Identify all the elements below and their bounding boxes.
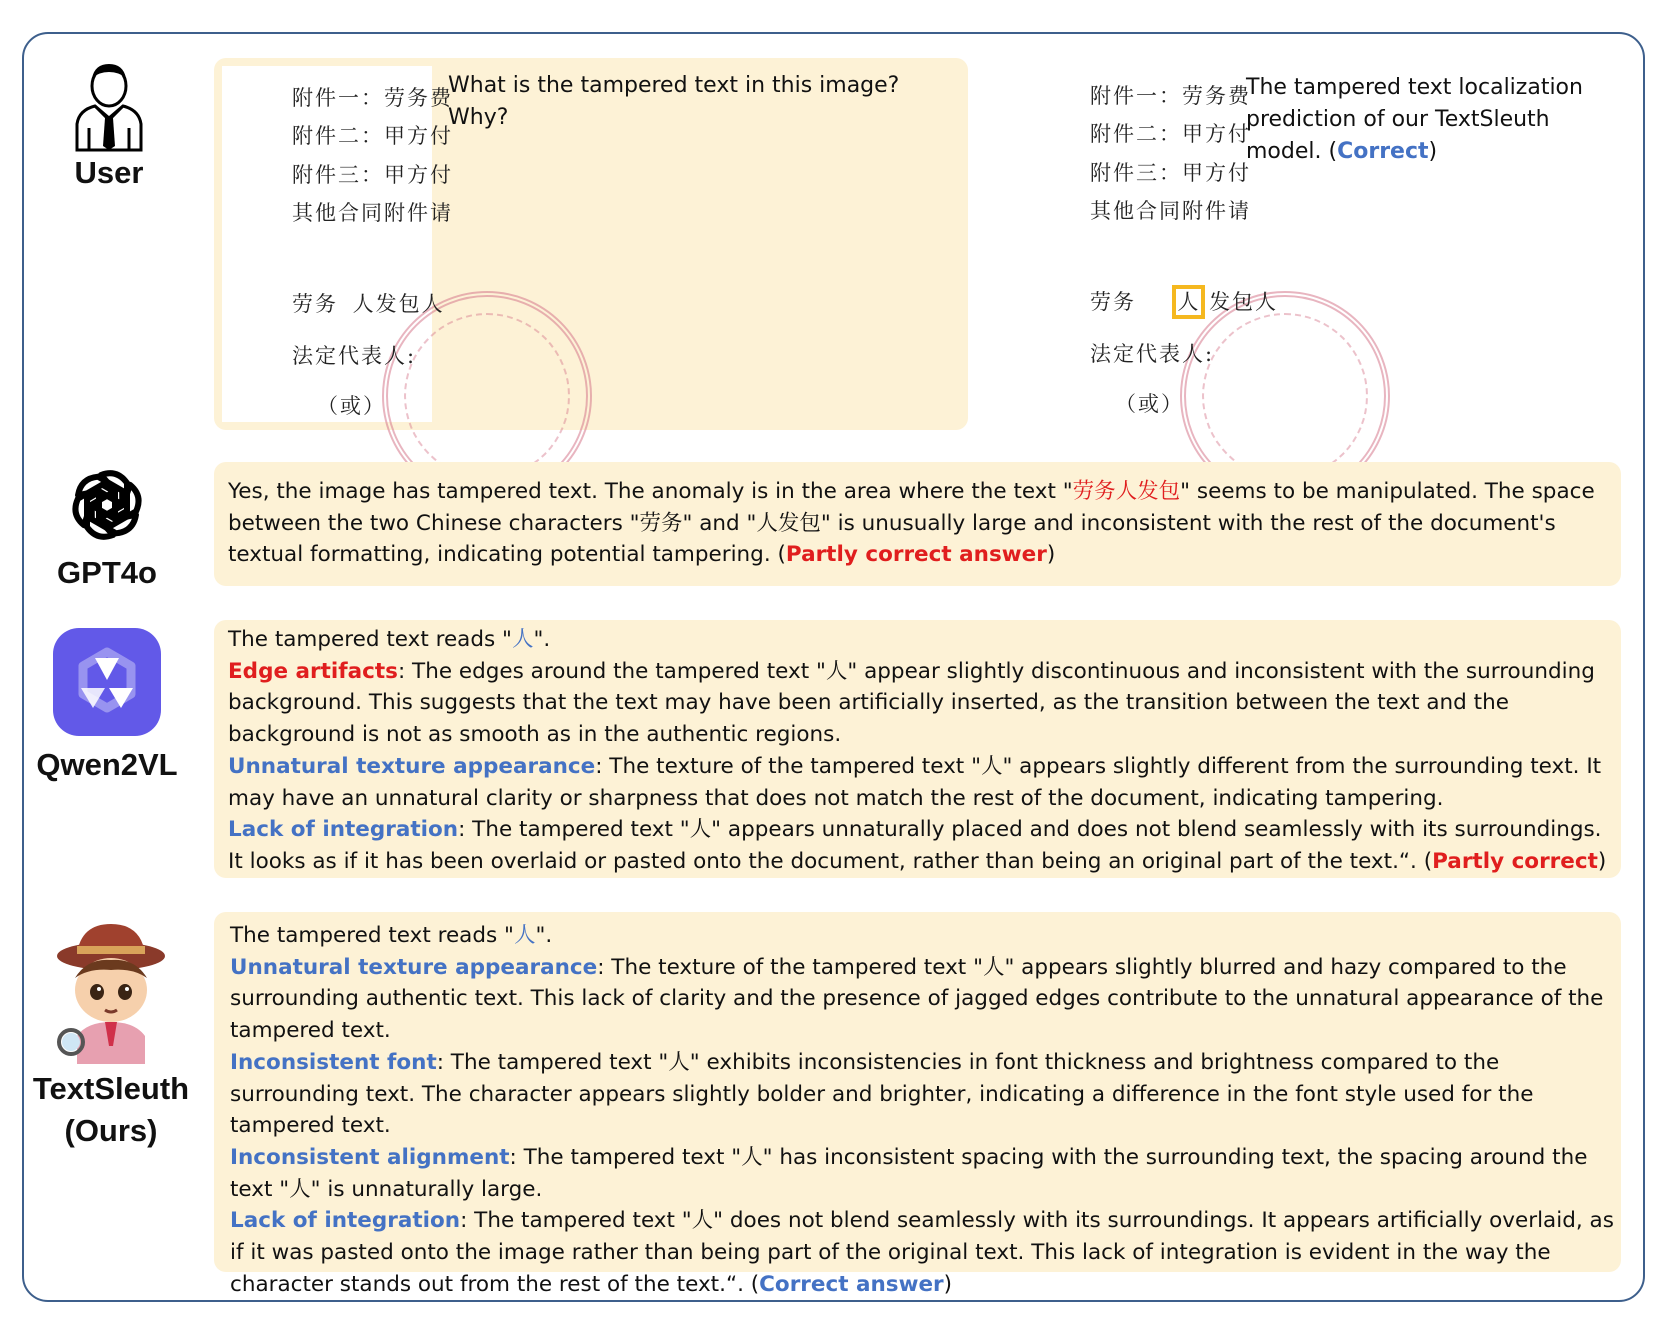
qwen-verdict: Partly correct [1432, 848, 1598, 874]
qwen-avatar-block [22, 628, 192, 786]
textsleuth-point-text: : The tampered text "人" has inconsistent spacing with the surrounding text, the spacing around the text "人" is unnaturally large. [230, 1144, 1588, 1202]
qwen-answer [228, 624, 1618, 878]
textsleuth-name: TextSleuth [32, 1071, 190, 1106]
textsleuth-avatar-block [26, 918, 196, 1152]
gpt4o-avatar-block [22, 462, 192, 594]
doc-line: 附件一：劳务费 [1090, 84, 1251, 108]
doc-line: 附件二：甲方付 [1090, 122, 1251, 146]
textsleuth-point-text: : The tampered text "人" does not blend seamlessly with its surroundings. It appears artificially overlaid, as if it was pasted onto the image rather than being part of the original text. This lack of integration is evident in the way the character stands out from the rest of the text.“. ( [230, 1208, 1614, 1297]
doc-line: 法定代表人: [1090, 342, 1215, 366]
qwen-point-text: : The tampered text "人" appears unnaturally placed and does not blend seamlessly with its surroundings. It looks as if it has been overlaid or pasted onto the document, rather than being an original part of the text.“. ( [228, 817, 1602, 874]
qwen-name: Qwen2VL [36, 747, 178, 782]
doc-line: 附件三：甲方付 [292, 163, 453, 187]
gpt4o-answer-bubble [214, 462, 1621, 586]
doc-line: （或） [1115, 392, 1184, 416]
textsleuth-answer-bubble [214, 912, 1621, 1297]
user-name: User [74, 155, 144, 190]
textsleuth-tampered-char: 人 [513, 923, 536, 948]
qwen-close: ) [1597, 848, 1607, 874]
qwen-point-label: Edge artifacts [228, 658, 398, 684]
caption-close: ) [1428, 139, 1438, 164]
gpt4o-answer [228, 476, 1618, 571]
doc-line: 附件三：甲方付 [1090, 161, 1251, 185]
doc-line: 附件二：甲方付 [292, 124, 453, 148]
gpt4o-name: GPT4o [57, 555, 157, 590]
user-avatar-block [24, 58, 194, 194]
qwen-point-label: Unnatural texture appearance [228, 753, 596, 779]
textsleuth-point-label: Lack of integration [230, 1208, 461, 1234]
gpt4o-highlight: 劳务人发包 [1072, 479, 1181, 504]
textsleuth-text: The tampered text reads " [230, 923, 514, 948]
qwen-logo-icon [53, 628, 161, 736]
document-image [222, 66, 453, 422]
detective-mascot-icon [47, 918, 175, 1064]
qwen-point-text: : The edges around the tampered text "人" appear slightly discontinuous and inconsistent with the surrounding background. This suggests that the text may have been artificially inserted, as the transition between the text and the background is not as smooth as in the authentic regions. [228, 658, 1595, 748]
textsleuth-close: ) [943, 1271, 953, 1297]
user-question-bubble [214, 58, 968, 430]
doc-text: 劳务 [1090, 290, 1136, 314]
stamp-seal-inner [404, 313, 570, 479]
doc-line: 其他合同附件请 [292, 201, 453, 225]
gpt4o-text: " seems to be manipulated. The space between the two Chinese characters "劳务" and "人发包" is unusually large and inconsistent with the rest of the document's textual formatting, indicating potential tampering. ( [228, 479, 1595, 568]
doc-text: 发包人 [1209, 290, 1279, 314]
qwen-point-label: Lack of integration [228, 817, 459, 843]
doc-line: 附件一：劳务费 [292, 86, 453, 110]
gpt4o-text: Yes, the image has tampered text. The anomaly is in the area where the text " [228, 479, 1073, 504]
user-question: What is the tampered text in this image? Why? [448, 73, 900, 130]
prediction-document-image [1020, 66, 1279, 426]
textsleuth-text: ". [535, 923, 553, 948]
gpt4o-close: ) [1046, 542, 1056, 568]
qwen-point-text: : The texture of the tampered text "人" appears slightly different from the surrounding text. It may have an unnatural clarity or sharpness that does not match the rest of the document, indicating tampering. [228, 753, 1602, 811]
user-icon [69, 58, 149, 152]
doc-line: 劳务 人发包人 [292, 292, 445, 316]
stamp-seal-inner [1202, 313, 1368, 479]
doc-line: （或） [317, 394, 386, 418]
textsleuth-point-text: : The tampered text "人" exhibits inconsistencies in font thickness and brightness compared to the surrounding text. The character appears slightly bolder and brighter, indicating a difference in the font style used for the tampered text. [230, 1049, 1534, 1139]
qwen-tampered-char: 人 [511, 627, 534, 652]
doc-line: 其他合同附件请 [1090, 199, 1251, 223]
tampered-box: 人 [1177, 290, 1201, 314]
textsleuth-point-label: Inconsistent font [230, 1049, 437, 1075]
prediction-verdict: Correct [1337, 139, 1429, 164]
gpt4o-verdict: Partly correct answer [785, 542, 1047, 568]
openai-logo-icon [64, 462, 150, 548]
textsleuth-point-text: : The texture of the tampered text "人" appears slightly blurred and hazy compared to the surrounding authentic text. This lack of clarity and the presence of jagged edges contribute to the unnatural appearance of the tampered text. [230, 954, 1604, 1044]
textsleuth-subname: (Ours) [64, 1113, 158, 1148]
textsleuth-point-label: Inconsistent alignment [230, 1144, 510, 1170]
textsleuth-answer [230, 920, 1620, 1300]
qwen-text: ". [533, 627, 551, 652]
textsleuth-point-label: Unnatural texture appearance [230, 954, 598, 980]
textsleuth-verdict: Correct answer [759, 1271, 944, 1297]
qwen-answer-bubble [214, 620, 1621, 878]
doc-line-tampered [1090, 286, 1278, 316]
qwen-text: The tampered text reads " [228, 627, 512, 652]
prediction-bubble [1014, 60, 1621, 432]
prediction-caption [1246, 72, 1606, 168]
caption-text: The tampered text localization prediction of our TextSleuth model. ( [1246, 75, 1583, 164]
doc-line: 法定代表人: [292, 344, 417, 368]
